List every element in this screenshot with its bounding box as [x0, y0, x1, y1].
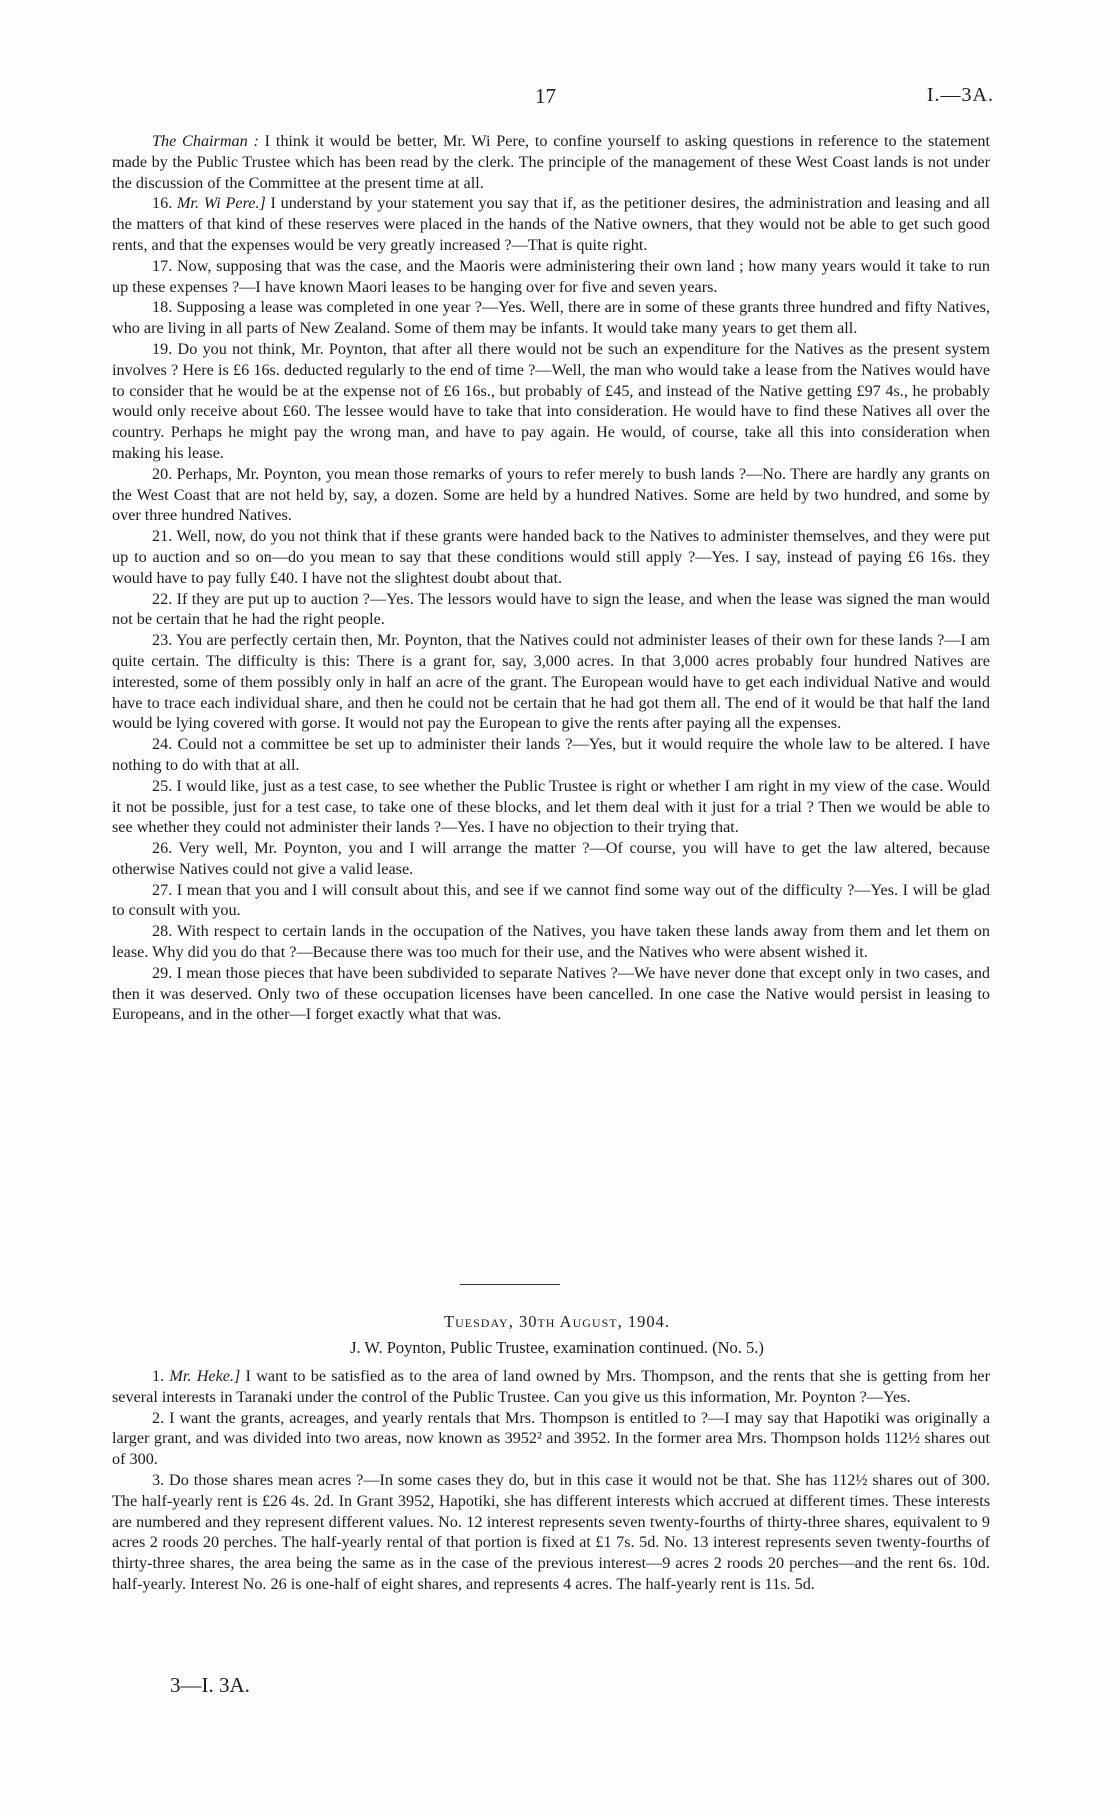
page-number: 17 — [535, 84, 556, 108]
question-number: 18. — [152, 298, 173, 317]
testimony-paragraph — [112, 880, 990, 922]
paragraph-text: Supposing a lease was completed in one year ?—Yes. Well, there are in some of these grants three hundred and fifty Natives, who are living in all parts of New Zealand. Some of them may be infants. It would take many years to get them all. — [112, 298, 991, 338]
testimony-paragraph — [112, 1366, 990, 1408]
paragraph-text: Do you not think, Mr. Poynton, that after all there would not be such an expenditure for the Natives as the present system involves ? Here is £6 16s. deducted regularly to the end of time ?—Well, the man who would take a lease from the Natives would have to consider that he would be at the expense not of £6 16s., but probably of £45, and instead of the Native getting £97 4s., he probably would only receive about £60. The lessee would have to take that into consideration. He would have to find these Natives all over the country. Perhaps he might pay the wrong man, and have to pay again. He would, of course, take all this into consideration when making his lease. — [112, 339, 990, 462]
paragraph-text: I mean that you and I will consult about this, and see if we cannot find some way out of the difficulty ?—Yes. I will be glad to consult with you. — [112, 880, 991, 920]
question-number: 17. — [152, 256, 173, 275]
testimony-paragraph — [112, 589, 990, 631]
question-number: 29. — [152, 963, 173, 982]
question-number: 26. — [152, 839, 173, 858]
testimony-paragraph — [112, 734, 990, 776]
paragraph-text: Could not a committee be set up to administer their lands ?—Yes, but it would require the whole law to be altered. I have nothing to do with that at all. — [112, 735, 990, 774]
paragraph-text: Perhaps, Mr. Poynton, you mean those remarks of yours to refer merely to bush lands ?—No. There are hardly any grants on the West Coast that are not held by, say, a dozen. Some are held by a hundred Natives. Some are held by two hundred, and some by over three hundred Natives. — [112, 464, 990, 525]
question-number: 22. — [152, 589, 173, 608]
paragraph-text: Now, supposing that was the case, and the Maoris were administering their own land ; how many years would it take to run up these expenses ?—I have known Maori leases to be hanging over for five and seven years. — [112, 256, 990, 296]
paragraph-text: Very well, Mr. Poynton, you and I will arrange the matter ?—Of course, you will have to get the law altered, because otherwise Natives could not give a valid lease. — [112, 839, 990, 878]
paragraph-text: I understand by your statement you say that if, as the petitioner desires, the administration and leasing and all the matters of that kind of these reserves were placed in the hands of the Native owners, that they would not be able to get such good rents, and that the expenses would be very greatly increased ?—That is quite right. — [112, 194, 990, 254]
testimony-paragraph — [112, 464, 990, 526]
document-reference: I.—3A. — [926, 84, 994, 106]
question-number: 20. — [152, 464, 173, 483]
question-number: 19. — [152, 339, 173, 358]
question-number: 16. — [152, 194, 173, 213]
question-number: 1. — [152, 1367, 165, 1385]
paragraph-text: I want the grants, acreages, and yearly rentals that Mrs. Thompson is entitled to ?—I may say that Hapotiki was originally a larger grant, and was divided into two areas, now known as 3952² and 3952. In the former area Mrs. Thompson holds 112½ shares out of 300. — [112, 1408, 991, 1469]
witness-subheading: J. W. Poynton, Public Trustee, examination continued. (No. 5.) — [350, 1338, 764, 1357]
question-number: 3. — [152, 1470, 165, 1489]
section-divider — [460, 1284, 560, 1285]
testimony-paragraph — [112, 1408, 990, 1470]
testimony-paragraph — [112, 776, 990, 838]
paragraph-text: You are perfectly certain then, Mr. Poynton, that the Natives could not administer leases of their own for these lands ?—I am quite certain. The difficulty is this: There is a grant for, say, 3,000 acres. In that 3,000 acres probably four hundred Natives are interested, some of them possibly only in half an acre of the grant. The European would have to get each individual Native and would have to trace each individual share, and then he could not be certain that he had got them all. The end of it would be that half the land would be lying covered with gorse. It would not pay the European to give the rents after paying all the expenses. — [112, 631, 990, 733]
testimony-paragraph — [112, 630, 990, 734]
question-number: 25. — [152, 776, 173, 795]
question-number: 28. — [152, 922, 173, 941]
testimony-paragraph — [112, 256, 990, 298]
testimony-paragraph — [112, 193, 990, 255]
signature-mark: 3—I. 3A. — [170, 1673, 250, 1697]
testimony-block-1 — [112, 131, 990, 1025]
testimony-paragraph — [112, 526, 990, 588]
question-number: 23. — [152, 631, 173, 650]
paragraph-text: I mean those pieces that have been subdivided to separate Natives ?—We have never done that except only in two cases, and then it was deserved. Only two of these occupation licenses have been cancelled. In one case the Native would persist in leasing to Europeans, and in the other—I forget exactly what that was. — [112, 963, 991, 1024]
paragraph-text: Well, now, do you not think that if these grants were handed back to the Natives to administer themselves, and they were put up to auction and so on—do you mean to say that these conditions would still apply ?—Yes. I say, instead of paying £6 16s. they would have to pay fully £40. I have not the slightest doubt about that. — [112, 527, 990, 587]
testimony-paragraph — [112, 921, 990, 963]
paragraph-text: If they are put up to auction ?—Yes. The lessors would have to sign the lease, and when the lease was signed the man would not be certain that he had the right people. — [112, 589, 991, 629]
testimony-paragraph — [112, 297, 990, 339]
session-date: Tuesday, 30th August, 1904. — [444, 1312, 670, 1331]
paragraph-text: Do those shares mean acres ?—In some cases they do, but in this case it would not be that. She has 112½ shares out of 300. The half-yearly rent is £26 4s. 2d. In Grant 3952, Hapotiki, she has different interests which accrued at different times. These interests are numbered and they represent different values. No. 12 interest represents seven twenty-fourths of thirty-three shares, equivalent to 9 acres 2 roods 20 perches. The half-yearly rental of that portion is fixed at £1 7s. 5d. No. 13 interest represents seven twenty-fourths of thirty-three shares, the area being the same as in the case of the previous interest—9 acres 2 roods 20 perches—and the rent 6s. 10d. half-yearly. Interest No. 26 is one-half of eight shares, and represents 4 acres. The half-yearly rent is 11s. 5d. — [112, 1470, 991, 1593]
question-number: 21. — [152, 527, 173, 546]
question-number: 2. — [152, 1408, 165, 1427]
speaker-name: Mr. Wi Pere.] — [176, 194, 266, 213]
testimony-block-2 — [112, 1366, 990, 1595]
paragraph-text: I think it would be better, Mr. Wi Pere, to confine yourself to asking questions in reference to the statement made by the Public Trustee which has been read by the clerk. The principle of the management of these West Coast lands is not under the discussion of the Committee at the present time at all. — [112, 132, 990, 192]
testimony-paragraph — [112, 1470, 990, 1595]
speaker-name: Mr. Heke.] — [169, 1367, 241, 1385]
paragraph-text: I want to be satisfied as to the area of land owned by Mrs. Thompson, and the rents that she is getting from her several interests in Taranaki under the control of the Public Trustee. Can you give us this information, Mr. Poynton ?—Yes. — [112, 1367, 991, 1406]
testimony-paragraph — [112, 838, 990, 880]
testimony-paragraph — [112, 339, 990, 464]
testimony-paragraph — [112, 963, 990, 1025]
speaker-name: The Chairman : — [152, 132, 259, 150]
testimony-paragraph — [112, 131, 990, 193]
question-number: 24. — [152, 735, 173, 754]
paragraph-text: I would like, just as a test case, to see whether the Public Trustee is right or whether I am right in my view of the case. Would it not be possible, just for a test case, to take one of these blocks, and let them deal with it just for a trial ? Then we would be able to see whether they could not administer their lands ?—Yes. I have no objection to their trying that. — [112, 776, 990, 837]
paragraph-text: With respect to certain lands in the occupation of the Natives, you have taken these lands away from them and let them on lease. Why did you do that ?—Because there was too much for their use, and the Natives who were absent wished it. — [112, 922, 990, 962]
question-number: 27. — [152, 880, 173, 899]
